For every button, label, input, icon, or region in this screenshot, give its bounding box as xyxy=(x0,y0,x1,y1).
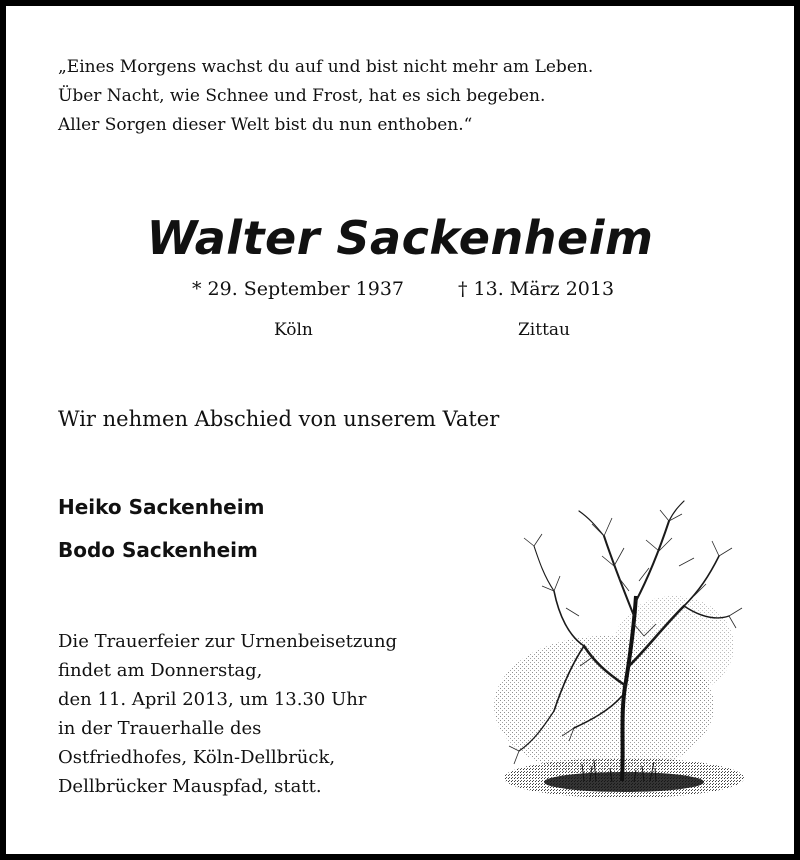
birth-place: Köln xyxy=(274,320,313,340)
service-details xyxy=(58,627,397,801)
quote-block xyxy=(58,53,593,140)
deceased-name: Walter Sackenheim xyxy=(146,211,654,265)
mourner-name: Bodo Sackenheim xyxy=(58,538,258,562)
farewell-statement: Wir nehmen Abschied von unserem Vater xyxy=(58,407,500,431)
service-line: den 11. April 2013, um 13.30 Uhr xyxy=(58,689,367,710)
tree-icon xyxy=(484,496,764,816)
service-line: in der Trauerhalle des xyxy=(58,718,262,739)
death-place: Zittau xyxy=(518,320,570,340)
service-line: findet am Donnerstag, xyxy=(58,660,263,681)
birth-date: * 29. September 1937 xyxy=(192,278,404,300)
death-date: † 13. März 2013 xyxy=(458,278,615,300)
quote-line: Über Nacht, wie Schnee und Frost, hat es sich begeben. xyxy=(58,86,546,106)
service-line: Die Trauerfeier zur Urnenbeisetzung xyxy=(58,631,398,652)
mourner-name: Heiko Sackenheim xyxy=(58,495,265,519)
service-line: Ostfriedhofes, Köln-Dellbrück, xyxy=(58,747,336,768)
quote-line: Aller Sorgen dieser Welt bist du nun enthoben.“ xyxy=(58,115,473,135)
service-line: Dellbrücker Mauspfad, statt. xyxy=(58,776,322,797)
quote-line: „Eines Morgens wachst du auf und bist nicht mehr am Leben. xyxy=(58,57,594,77)
